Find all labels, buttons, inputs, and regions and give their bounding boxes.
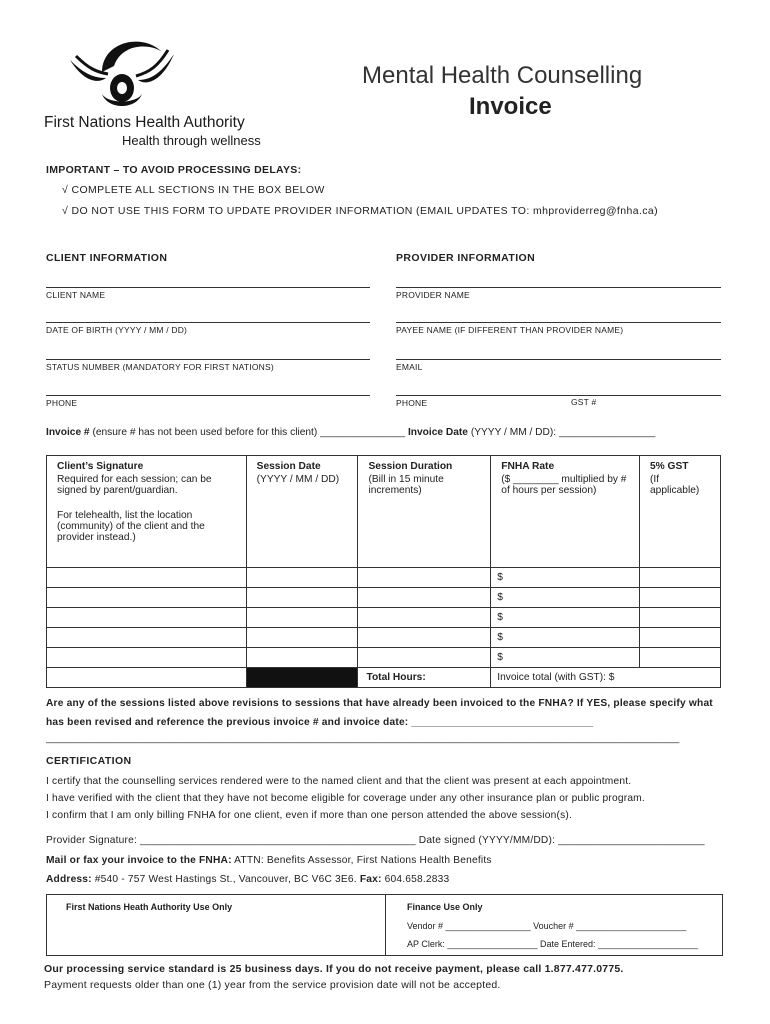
status-number-label: STATUS NUMBER (MANDATORY FOR FIRST NATIONS) [46, 362, 274, 372]
date-cell[interactable] [246, 568, 358, 588]
certification-line-2: I have verified with the client that they have not become eligible for coverage under any other insurance plan or public program. [46, 793, 645, 804]
mail-text: ATTN: Benefits Assessor, First Nations Health Benefits [234, 855, 492, 866]
email-line[interactable] [396, 359, 721, 360]
payment-age-note: Payment requests older than one (1) year from the service provision date will not be accepted. [44, 979, 501, 991]
header-client-signature: Client’s Signature Required for each session; can be signed by parent/guardian. For telehealth, list the location (community) of the client and the provider instead.) [47, 456, 247, 568]
revision-line[interactable]: ____________________________________________________________________________________________________________ [46, 733, 680, 744]
fax-number: 604.658.2833 [384, 874, 450, 885]
fnha-logo [62, 32, 182, 112]
total-row [47, 668, 721, 688]
gst-cell[interactable] [640, 588, 721, 608]
payee-name-label: PAYEE NAME (IF DIFFERENT THAN PROVIDER NAME) [396, 325, 624, 335]
important-heading: IMPORTANT – TO AVOID PROCESSING DELAYS: [46, 164, 302, 176]
org-name: First Nations Health Authority [44, 114, 245, 131]
signature-cell[interactable] [47, 568, 247, 588]
total-hours-label[interactable]: Total Hours: [358, 668, 491, 688]
payee-name-line[interactable] [396, 322, 721, 323]
session-table [46, 455, 721, 688]
finance-use-heading: Finance Use Only [407, 902, 483, 912]
important-item-1: √ COMPLETE ALL SECTIONS IN THE BOX BELOW [62, 184, 325, 196]
form-subtitle: Invoice [469, 93, 552, 120]
invoice-date-label: Invoice Date [407, 427, 468, 438]
provider-name-line[interactable] [396, 287, 721, 288]
dob-label: DATE OF BIRTH (YYYY / MM / DD) [46, 325, 188, 335]
duration-cell[interactable] [358, 608, 491, 628]
client-name-line[interactable] [46, 287, 370, 288]
fax-label: Fax: [359, 874, 382, 885]
header-fnha-rate: FNHA Rate ($ ________ multiplied by # of hours per session) [491, 456, 640, 568]
revision-question: Are any of the sessions listed above revisions to sessions that have already been invoiced to the FNHA? If YES, please specify what has been revised and reference the previous invoice # and invoice date: _______________________________ [46, 698, 713, 728]
provider-name-label: PROVIDER NAME [396, 290, 470, 300]
fnha-use-heading: First Nations Heath Authority Use Only [66, 902, 233, 912]
total-empty-cell [47, 668, 247, 688]
rate-cell[interactable]: $ [491, 628, 640, 648]
invoice-number-row [46, 427, 655, 438]
certification-heading: CERTIFICATION [46, 755, 132, 767]
mail-label: Mail or fax your invoice to the FNHA: [46, 855, 232, 866]
address-label: Address: [46, 874, 92, 885]
rate-cell[interactable]: $ [491, 648, 640, 668]
header-session-date: Session Date (YYYY / MM / DD) [246, 456, 358, 568]
shaded-cell [246, 668, 358, 688]
header-gst: 5% GST (If applicable) [640, 456, 721, 568]
provider-info-heading: PROVIDER INFORMATION [396, 252, 536, 264]
signature-cell[interactable] [47, 608, 247, 628]
rate-cell[interactable]: $ [491, 588, 640, 608]
processing-standard-note: Our processing service standard is 25 business days. If you do not receive payment, please call 1.877.477.0775. [44, 963, 624, 975]
date-cell[interactable] [246, 628, 358, 648]
session-table-header [47, 456, 721, 568]
signature-cell[interactable] [47, 628, 247, 648]
header-session-duration: Session Duration (Bill in 15 minute increments) [358, 456, 491, 568]
signature-cell[interactable] [47, 588, 247, 608]
date-cell[interactable] [246, 588, 358, 608]
form-title: Mental Health Counselling [362, 62, 643, 89]
provider-phone-label: PHONE [396, 398, 428, 408]
certification-line-1: I certify that the counselling services rendered were to the named client and that the client was present at each appointment. [46, 776, 632, 787]
rate-cell[interactable]: $ [491, 608, 640, 628]
client-info-heading: CLIENT INFORMATION [46, 252, 168, 264]
provider-signature-line[interactable]: Provider Signature: _______________________________________________ Date signed (YYYY/MM/DD): _________________________ [46, 835, 705, 846]
provider-phone-line[interactable] [396, 395, 721, 396]
gst-cell[interactable] [640, 608, 721, 628]
table-row [47, 568, 721, 588]
important-item-2: √ DO NOT USE THIS FORM TO UPDATE PROVIDER INFORMATION (EMAIL UPDATES TO: mhproviderreg@fnha.ca) [62, 205, 659, 217]
client-phone-label: PHONE [46, 398, 78, 408]
gst-cell[interactable] [640, 628, 721, 648]
table-row [47, 628, 721, 648]
date-cell[interactable] [246, 608, 358, 628]
gst-number-label: GST # [571, 397, 597, 407]
rate-cell[interactable]: $ [491, 568, 640, 588]
dob-line[interactable] [46, 322, 370, 323]
certification-line-3: I confirm that I am only billing FNHA for one client, even if more than one person attended the above session(s). [46, 810, 573, 821]
invoice-number-label: Invoice # [46, 427, 90, 438]
client-name-label: CLIENT NAME [46, 290, 106, 300]
invoice-total-label[interactable]: Invoice total (with GST): $ [491, 668, 721, 688]
table-row [47, 588, 721, 608]
table-row [47, 648, 721, 668]
address-text: #540 - 757 West Hastings St., Vancouver, BC V6C 3E6. [94, 874, 357, 885]
office-use-divider [385, 894, 386, 955]
mail-instructions [46, 855, 492, 866]
status-number-line[interactable] [46, 359, 370, 360]
signature-cell[interactable] [47, 648, 247, 668]
gst-cell[interactable] [640, 648, 721, 668]
email-label: EMAIL [396, 362, 423, 372]
ap-clerk-line[interactable]: AP Clerk: __________________ Date Entered: ____________________ [407, 939, 699, 949]
duration-cell[interactable] [358, 628, 491, 648]
duration-cell[interactable] [358, 588, 491, 608]
gst-cell[interactable] [640, 568, 721, 588]
date-cell[interactable] [246, 648, 358, 668]
client-phone-line[interactable] [46, 395, 370, 396]
org-tagline: Health through wellness [122, 133, 261, 148]
mail-address [46, 874, 449, 885]
duration-cell[interactable] [358, 648, 491, 668]
table-row [47, 608, 721, 628]
vendor-voucher-line[interactable]: Vendor # _________________ Voucher # ______________________ [407, 921, 687, 931]
invoice-date-field[interactable]: (YYYY / MM / DD): _________________ [470, 427, 656, 438]
invoice-number-field[interactable]: (ensure # has not been used before for this client) _______________ [92, 427, 406, 438]
duration-cell[interactable] [358, 568, 491, 588]
